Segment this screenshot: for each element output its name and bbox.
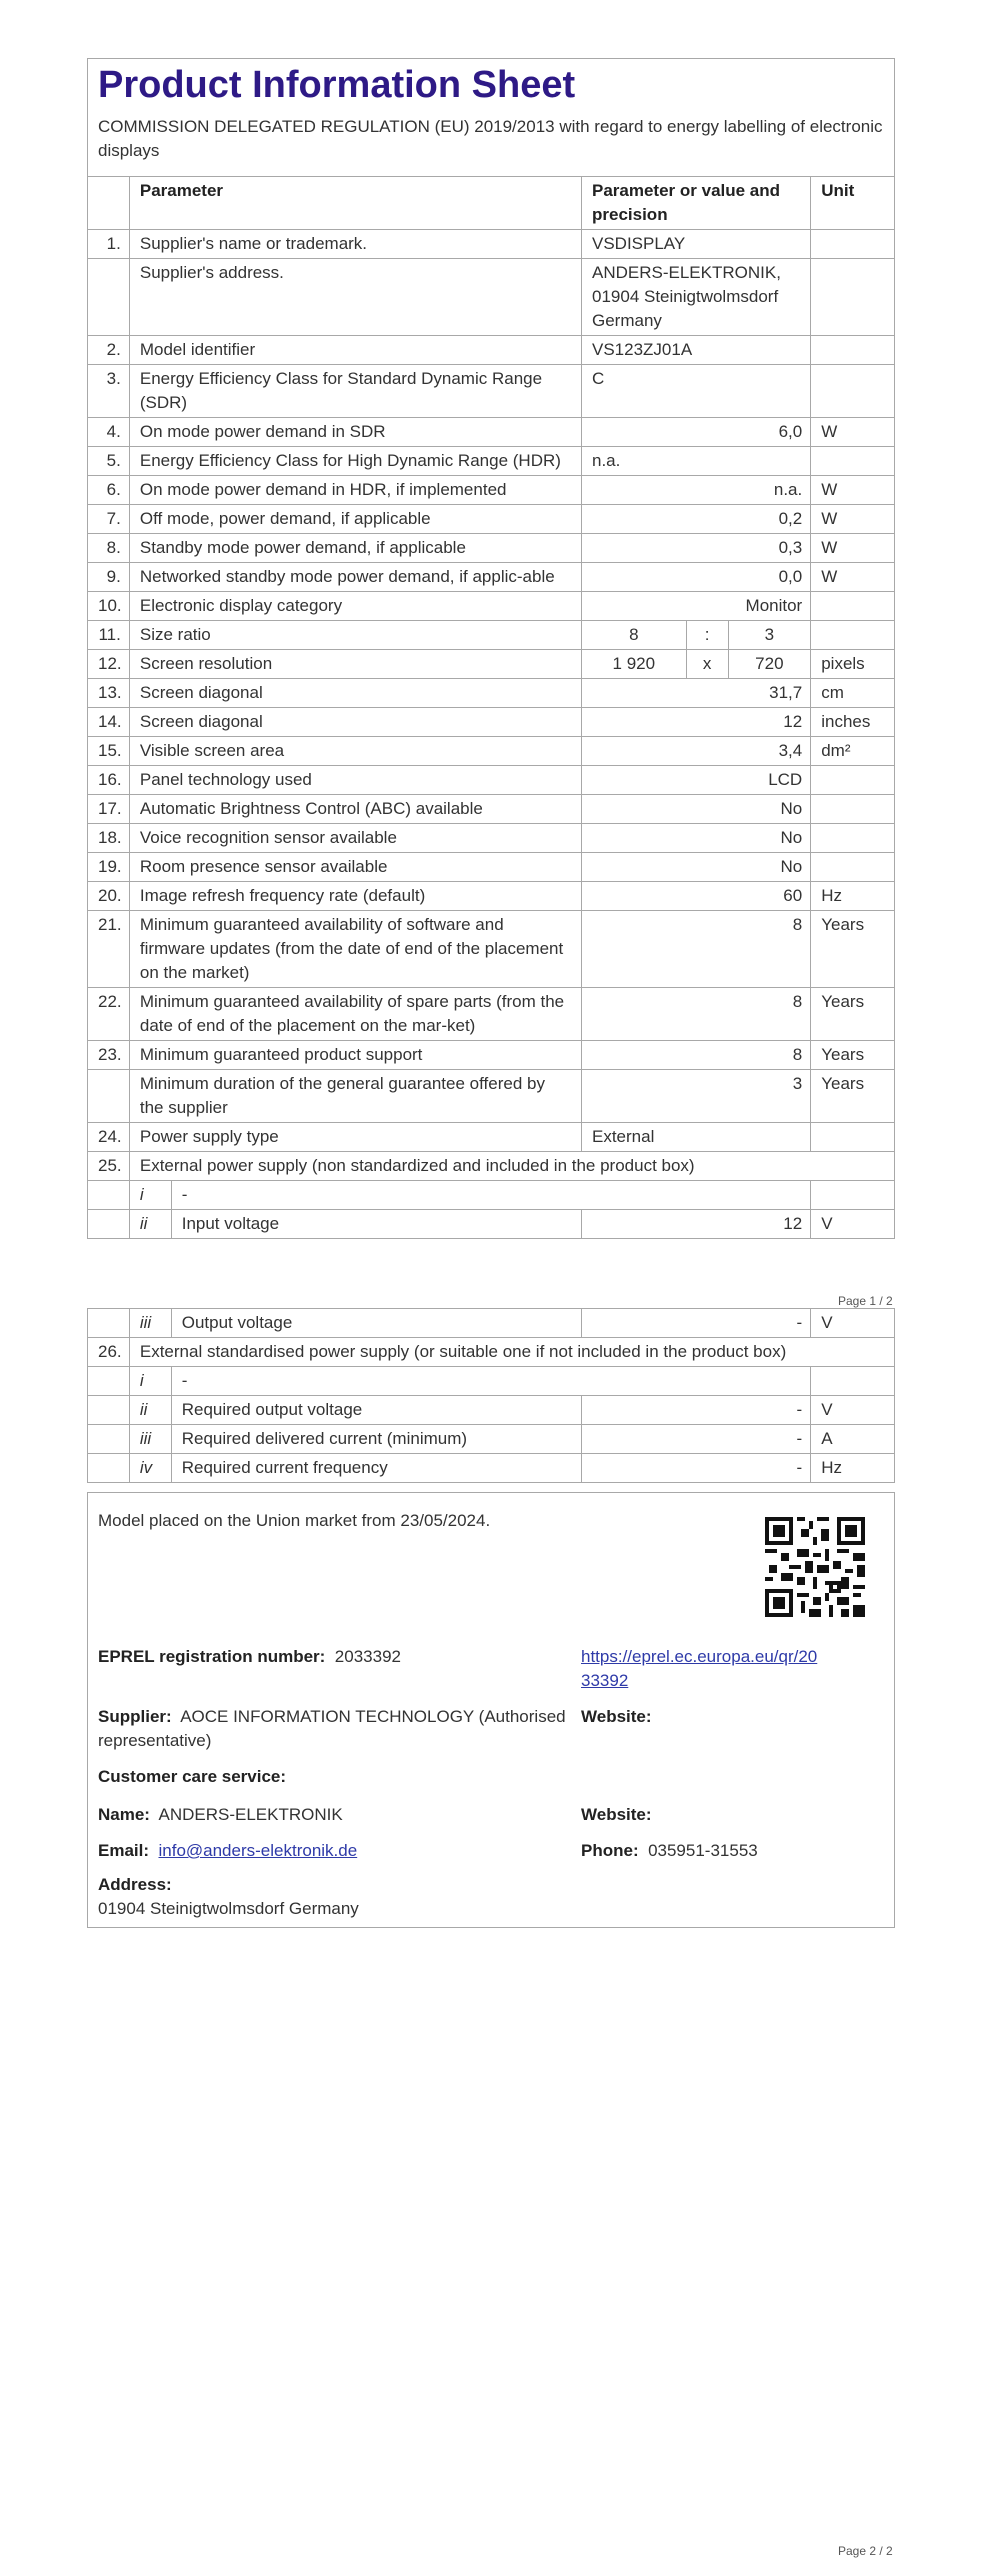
table-row: ii Input voltage 12 V bbox=[88, 1210, 895, 1239]
email-label: Email: bbox=[98, 1841, 150, 1860]
table-row: 4. On mode power demand in SDR 6,0 W bbox=[88, 418, 895, 447]
table-row: 26. External standardised power supply (or suitable one if not included in the product box) bbox=[88, 1338, 895, 1367]
table-row: 16. Panel technology used LCD bbox=[88, 766, 895, 795]
qr-code-icon[interactable] bbox=[765, 1517, 865, 1617]
table-row: Minimum duration of the general guarantee offered by the supplier 3 Years bbox=[88, 1070, 895, 1123]
table-row: i - bbox=[88, 1367, 895, 1396]
supplier-label: Supplier: bbox=[98, 1707, 172, 1726]
address-line bbox=[98, 1873, 359, 1921]
supplier-line bbox=[98, 1705, 566, 1753]
table-row: 19. Room presence sensor available No bbox=[88, 853, 895, 882]
phone-line bbox=[581, 1839, 758, 1863]
table-row: 3. Energy Efficiency Class for Standard Dynamic Range (SDR) C bbox=[88, 365, 895, 418]
table-row: 25. External power supply (non standardized and included in the product box) bbox=[88, 1152, 895, 1181]
market-date-text: Model placed on the Union market from 23/05/2024. bbox=[98, 1511, 491, 1530]
header-block bbox=[87, 58, 895, 176]
header-value: Parameter or value and precision bbox=[582, 177, 811, 230]
table-row: 13. Screen diagonal 31,7 cm bbox=[88, 679, 895, 708]
table-row: 22. Minimum guaranteed availability of spare parts (from the date of end of the placement on the mar-ket) 8 Years bbox=[88, 988, 895, 1041]
table-row: 1. Supplier's name or trademark. VSDISPLAY bbox=[88, 230, 895, 259]
page-title: Product Information Sheet bbox=[98, 64, 576, 106]
table-row: 17. Automatic Brightness Control (ABC) available No bbox=[88, 795, 895, 824]
page-number-2: Page 2 / 2 bbox=[838, 2544, 893, 2558]
table-row: 10. Electronic display category Monitor bbox=[88, 592, 895, 621]
supplier-value: AOCE INFORMATION TECHNOLOGY (Authorised bbox=[180, 1707, 566, 1726]
header-unit: Unit bbox=[811, 177, 895, 230]
table-row: ii Required output voltage - V bbox=[88, 1396, 895, 1425]
product-table-page2 bbox=[87, 1308, 895, 1483]
table-row: iii Required delivered current (minimum) - A bbox=[88, 1425, 895, 1454]
table-row: 5. Energy Efficiency Class for High Dynamic Range (HDR) n.a. bbox=[88, 447, 895, 476]
table-row: 14. Screen diagonal 12 inches bbox=[88, 708, 895, 737]
parameter-table bbox=[87, 176, 895, 1239]
address-value: 01904 Steinigtwolmsdorf Germany bbox=[98, 1899, 359, 1918]
table-row: 12. Screen resolution 1 920 x 720 pixels bbox=[88, 650, 895, 679]
table-row: 23. Minimum guaranteed product support 8 Years bbox=[88, 1041, 895, 1070]
eprel-label: EPREL registration number: bbox=[98, 1647, 326, 1666]
website-label: Website: bbox=[581, 1707, 652, 1726]
email-link[interactable]: info@anders-elektronik.de bbox=[158, 1841, 358, 1860]
eprel-link[interactable]: https://eprel.ec.europa.eu/qr/20 33392 bbox=[581, 1647, 818, 1690]
customer-care-heading: Customer care service: bbox=[98, 1767, 287, 1786]
supplier-info-box bbox=[87, 1492, 895, 1928]
table-header-row bbox=[88, 177, 895, 230]
eprel-link-block bbox=[581, 1645, 817, 1693]
address-label: Address: bbox=[98, 1875, 172, 1894]
table-row: 2. Model identifier VS123ZJ01A bbox=[88, 336, 895, 365]
email-line bbox=[98, 1839, 357, 1863]
table-row: 20. Image refresh frequency rate (default) 60 Hz bbox=[88, 882, 895, 911]
table-row: 7. Off mode, power demand, if applicable 0,2 W bbox=[88, 505, 895, 534]
website-label-2: Website: bbox=[581, 1805, 652, 1824]
regulation-subtitle: COMMISSION DELEGATED REGULATION (EU) 2019/2013 with regard to energy labelling of electronic displays bbox=[98, 117, 883, 160]
table-row: 15. Visible screen area 3,4 dm² bbox=[88, 737, 895, 766]
table-row: 6. On mode power demand in HDR, if implemented n.a. W bbox=[88, 476, 895, 505]
table-row: Supplier's address. ANDERS-ELEKTRONIK, 01904 Steinigtwolmsdorf Germany bbox=[88, 259, 895, 336]
name-line bbox=[98, 1803, 343, 1827]
phone-value: 035951-31553 bbox=[648, 1841, 758, 1860]
table-row: iv Required current frequency - Hz bbox=[88, 1454, 895, 1483]
table-row: 21. Minimum guaranteed availability of software and firmware updates (from the date of end of the placement on the market) 8 Years bbox=[88, 911, 895, 988]
table-row: 8. Standby mode power demand, if applicable 0,3 W bbox=[88, 534, 895, 563]
name-label: Name: bbox=[98, 1805, 150, 1824]
table-row: i - bbox=[88, 1181, 895, 1210]
eprel-line bbox=[98, 1645, 401, 1669]
parameter-table-continued bbox=[87, 1308, 895, 1483]
name-value: ANDERS-ELEKTRONIK bbox=[158, 1805, 343, 1824]
header-parameter: Parameter bbox=[129, 177, 581, 230]
supplier-value-cont: representative) bbox=[98, 1731, 212, 1750]
table-row: 24. Power supply type External bbox=[88, 1123, 895, 1152]
table-row: iii Output voltage - V bbox=[88, 1309, 895, 1338]
table-row: 18. Voice recognition sensor available No bbox=[88, 824, 895, 853]
phone-label: Phone: bbox=[581, 1841, 639, 1860]
page-number-1: Page 1 / 2 bbox=[838, 1294, 893, 1308]
eprel-number: 2033392 bbox=[334, 1647, 401, 1666]
product-table-page1 bbox=[87, 176, 895, 1239]
table-row: 9. Networked standby mode power demand, if applic-able 0,0 W bbox=[88, 563, 895, 592]
table-row: 11. Size ratio 8 : 3 bbox=[88, 621, 895, 650]
